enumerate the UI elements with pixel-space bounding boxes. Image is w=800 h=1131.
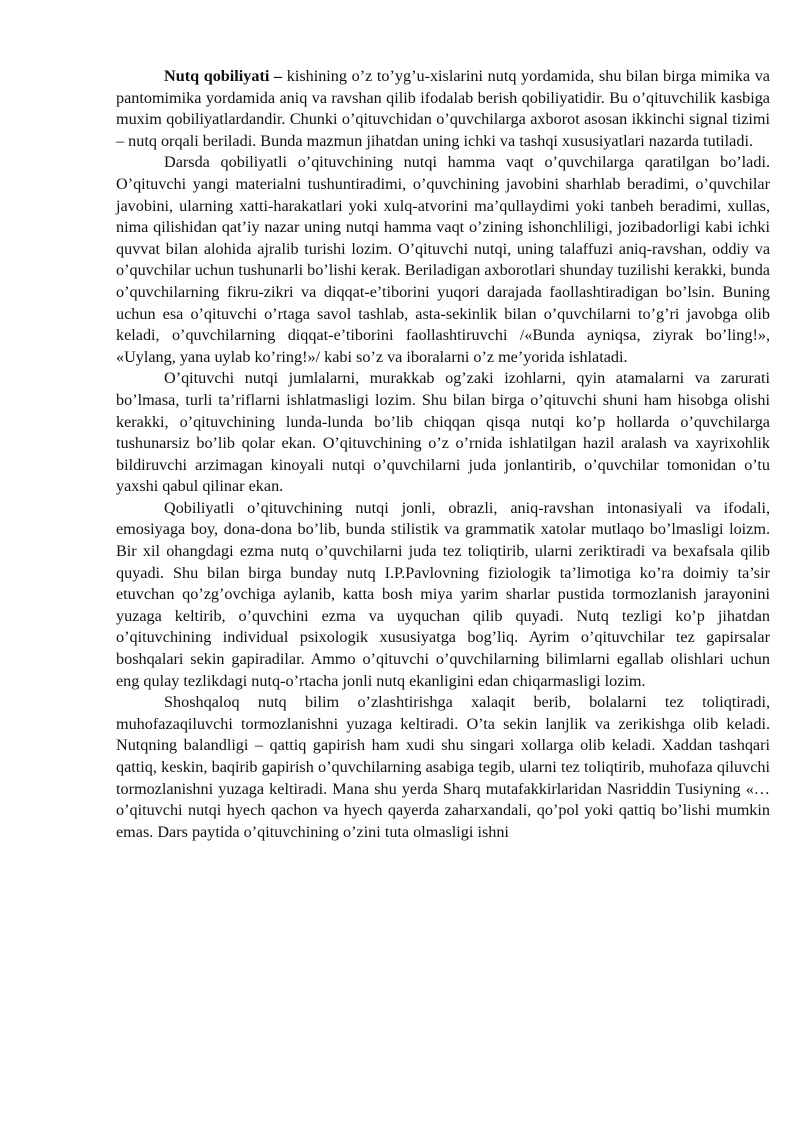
paragraph-4-text: Qobiliyatli o’qituvchining nutqi jonli, obrazli, aniq-ravshan intonasiyali va ifodali, emosiyaga boy, dona-dona bo’lib, bunda stilistik va grammatik xatolar mutlaqo bo’lmasligi loizm. Bir xil ohangdagi ezma nutq o’quvchilarni juda tez toliqtirib, ularni zeriktiradi va bexafsala qilib quyadi. Shu bilan birga bunday nutq I.P.Pavlovning fiziologik ta’limotiga ko’ra doimiy ta’sir etuvchan qo’zg’ovchiga aylanib, katta bosh miya yarim sharlar pustida tormozlanish jarayonini yuzaga keltirib, o’quvchini ezma va uyquchan qilib quyadi. Nutq tezligi ko’p jihatdan o’qituvchining individual psixologik xususiyatga bog’liq. Ayrim o’qituvchilar tez gapirsalar boshqalari sekin gapiradilar. Ammo o’qituvchi o’quvchilarning bilimlarni egallab olishlari uchun eng qulay tezlikdagi nutq-o’rtacha jonli nutq ekanligini edan chiqarmasligi lozim.: [116, 498, 770, 690]
paragraph-3-text: O’qituvchi nutqi jumlalarni, murakkab og’zaki izohlarni, qyin atamalarni va zarurati bo’lmasa, turli ta’riflarni ishlatmasligi lozim. Shu bilan birga o’qituvchi shuni ham hisobga olishi kerakki, o’qituvchining lunda-lunda bo’lib chiqqan qisqa nutqi ko’p hollarda o’quvchilarga tushunarsiz bo’lib qolar ekan. O’qituvchining o’z o’rnida ishlatilgan hazil aralash va xayrixohlik bildiruvchi arzimagan kinoyali nutqi o’quvchilarni juda jonlantirib, o’quvchilar tomonidan o’tu yaxshi qabul qilinar ekan.: [116, 369, 770, 496]
paragraph-1-text: kishining o’z to’yg’u-xislarini nutq yordamida, shu bilan birga mimika va pantomimika yordamida aniq va ravshan qilib ifodalab berish qobiliyatidir. Bu o’qituvchilik kasbiga muxim qobiliyatlardandir. Chunki o’qituvchidan o’quvchilarga axborot asosan ikkinchi signal tizimi – nutq orqali beriladi. Bunda mazmun jihatdan uning ichki va tashqi xususiyatlari nazarda tutiladi.: [116, 67, 770, 150]
paragraph-5-text: Shoshqaloq nutq bilim o’zlashtirishga xalaqit berib, bolalarni tez toliqtiradi, muhofazaqiluvchi tormozlanishni yuzaga keltiradi. O’ta sekin lanjlik va zerikishga olib keladi. Nutqning balandligi – qattiq gapirish ham xudi shu singari xollarga olib keladi. Xaddan tashqari qattiq, keskin, baqirib gapirish o’quvchilarning asabiga tegib, ularni tez toliqtirib, muhofaza qiluvchi tormozlanishni yuzaga keltiradi. Mana shu yerda Sharq mutafakkirlaridan Nasriddin Tusiyning «… o’qituvchi nutqi hyech qachon va hyech qayerda zaharxandali, qo’pol yoki qattiq bo’lishi mumkin emas. Dars paytida o’qituvchining o’zini tuta olmasligi ishni: [116, 693, 770, 841]
paragraph-4: [116, 498, 770, 692]
paragraph-5: [116, 692, 770, 843]
paragraph-2: [116, 152, 770, 368]
paragraph-3: [116, 368, 770, 498]
paragraph-2-text: Darsda qobiliyatli o’qituvchining nutqi hamma vaqt o’quvchilarga qaratilgan bo’ladi. O’qituvchi yangi materialni tushuntiradimi, o’quvchining javobini sharhlab beradimi, o’quvchilar javobini, ularning xatti-harakatlari yoki xulq-atvorini ma’qullaydimi yoki tanbeh beradimi, xullas, nima qilishidan qat’iy nazar uning nutqi hamma vaqt o’zining ishonchliligi, jozibadorligi kabi ichki quvvat bilan alohida ajralib turishi lozim. O’qituvchi nutqi, uning talaffuzi aniq-ravshan, oddiy va o’quvchilar uchun tushunarli bo’lishi kerak. Beriladigan axborotlari shunday tuzilishi kerakki, bunda o’quvchilarning fikru-zikri va diqqat-e’tiborini yuqori darajada faollashtiradigan bo’lsin. Buning uchun esa o’qituvchi o’rtaga savol tashlab, asta-sekinlik bilan o’quvchilarni to’g’ri javobga olib keladi, o’quvchilarning diqqat-e’tiborini faollashtiruvchi /«Bunda ayniqsa, ziyrak bo’ling!», «Uylang, yana uylab ko’ring!»/ kabi so’z va iboralarni o’z me’yorida ishlatadi.: [116, 153, 770, 366]
term-heading: Nutq qobiliyati –: [164, 67, 283, 85]
paragraph-1: [116, 66, 770, 152]
